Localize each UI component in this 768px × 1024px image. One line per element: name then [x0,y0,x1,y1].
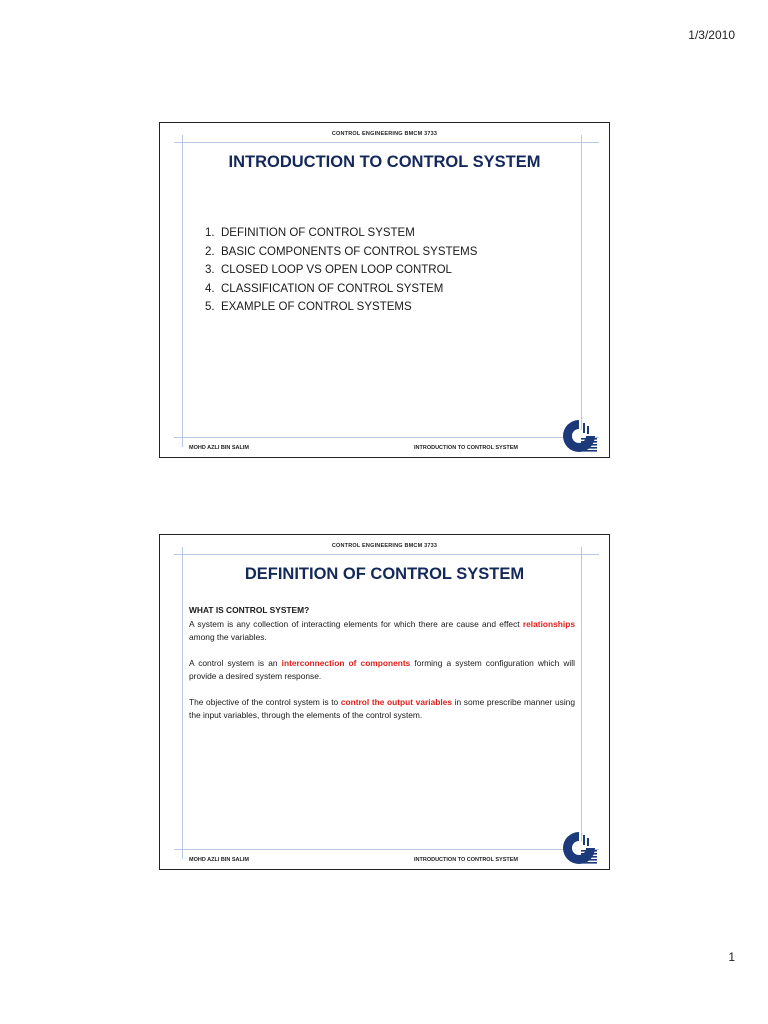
slide-body [189,604,575,735]
highlight-text: control the output variables [340,696,452,707]
slide-title: DEFINITION OF CONTROL SYSTEM [244,565,525,583]
topic-number: 1. [205,227,215,239]
slide-bottom-rule [174,849,599,850]
topic-item [205,243,477,262]
topic-number: 2. [205,245,215,258]
topic-text: CLOSED LOOP VS OPEN LOOP CONTROL [221,264,452,276]
slide-header: CONTROL ENGINEERING BMCM 3733 [331,543,438,549]
slide-bottom-rule [174,437,599,438]
page-number: 1 [728,950,735,964]
slide-left-rule [182,135,183,447]
paragraph-text: The objective of the control system is to [189,696,341,707]
topic-list [205,224,477,317]
slide-1 [159,122,610,458]
topic-item [205,261,477,280]
slide-title: INTRODUCTION TO CONTROL SYSTEM [228,153,541,171]
paragraph-text: A control system is an [189,657,282,668]
slide-footer-author: MOHD AZLI BIN SALIM [189,857,249,863]
topic-item [205,280,477,299]
slide-footer-topic: INTRODUCTION TO CONTROL SYSTEM [414,445,518,451]
topic-number: 4. [205,282,215,295]
highlight-text: relationships [522,618,575,629]
slide-footer-author: MOHD AZLI BIN SALIM [189,445,249,451]
slide-footer-topic: INTRODUCTION TO CONTROL SYSTEM [414,857,518,863]
slide-header: CONTROL ENGINEERING BMCM 3733 [331,131,438,137]
slide-top-rule [174,554,599,555]
topic-item [205,224,477,243]
topic-number: 3. [205,264,215,276]
paragraph-text: forming a system configuration which will provide a desired system response. [189,657,575,681]
topic-text: DEFINITION OF CONTROL SYSTEM [221,227,415,239]
topic-number: 5. [205,301,215,313]
university-logo-icon [559,830,599,866]
university-logo-icon [559,418,599,454]
slide-right-rule [581,135,582,447]
paragraph-text: in some prescribe manner using the input variables, through the elements of the control system. [189,696,575,720]
topic-text: CLASSIFICATION OF CONTROL SYSTEM [221,282,444,295]
page-date: 1/3/2010 [688,28,735,42]
highlight-text: interconnection of components [281,657,411,668]
slide-left-rule [182,547,183,859]
topic-item [205,298,477,317]
paragraph-text: A system is any collection of interacting elements for which there are cause and effect [189,618,523,629]
slide-2 [159,534,610,870]
paragraph-system [189,618,575,645]
topic-text: BASIC COMPONENTS OF CONTROL SYSTEMS [221,245,478,258]
paragraph-text: among the variables. [189,632,267,642]
slide-top-rule [174,142,599,143]
paragraph-control-system [189,657,575,684]
subheading: WHAT IS CONTROL SYSTEM? [189,605,310,615]
topic-text: EXAMPLE OF CONTROL SYSTEMS [221,301,412,313]
paragraph-objective [189,696,575,723]
slide-right-rule [581,547,582,859]
